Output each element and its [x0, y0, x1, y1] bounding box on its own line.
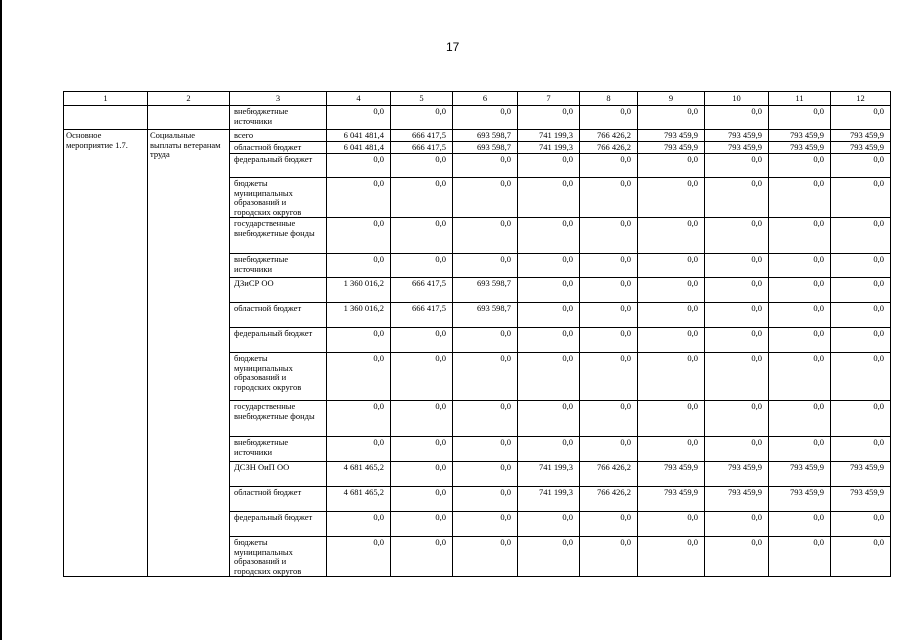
- value-cell: 0,0: [831, 303, 891, 328]
- value-cell: 0,0: [705, 401, 769, 437]
- value-cell: 0,0: [391, 437, 453, 462]
- value-cell: 0,0: [580, 303, 638, 328]
- value-cell: 1 360 016,2: [327, 278, 391, 303]
- value-cell: 0,0: [391, 218, 453, 254]
- empty-cell: [64, 106, 148, 130]
- source-label: областной бюджет: [230, 303, 327, 328]
- value-cell: 0,0: [327, 353, 391, 401]
- value-cell: 793 459,9: [831, 462, 891, 487]
- value-cell: 0,0: [327, 328, 391, 353]
- source-label: бюджеты муниципальных образований и городских округов: [230, 353, 327, 401]
- value-cell: 4 681 465,2: [327, 487, 391, 512]
- value-cell: 0,0: [638, 537, 705, 577]
- empty-cell: [148, 106, 230, 130]
- value-cell: 0,0: [580, 353, 638, 401]
- value-cell: 0,0: [638, 178, 705, 218]
- value-cell: 793 459,9: [831, 130, 891, 142]
- header-cell: 7: [518, 92, 580, 106]
- value-cell: 0,0: [769, 106, 831, 130]
- value-cell: 0,0: [705, 178, 769, 218]
- value-cell: 0,0: [391, 537, 453, 577]
- value-cell: 766 426,2: [580, 462, 638, 487]
- value-cell: 0,0: [831, 537, 891, 577]
- value-cell: 4 681 465,2: [327, 462, 391, 487]
- value-cell: 0,0: [518, 353, 580, 401]
- value-cell: 0,0: [638, 218, 705, 254]
- value-cell: 0,0: [705, 328, 769, 353]
- value-cell: 0,0: [453, 106, 518, 130]
- value-cell: 0,0: [705, 353, 769, 401]
- value-cell: 0,0: [391, 178, 453, 218]
- header-cell: 9: [638, 92, 705, 106]
- source-label: государственные внебюджетные фонды: [230, 401, 327, 437]
- page-number: 17: [446, 40, 460, 54]
- value-cell: 1 360 016,2: [327, 303, 391, 328]
- source-label: ДЗиСР ОО: [230, 278, 327, 303]
- table-row: [64, 106, 891, 130]
- value-cell: 0,0: [831, 353, 891, 401]
- value-cell: 0,0: [638, 353, 705, 401]
- value-cell: 0,0: [327, 537, 391, 577]
- value-cell: 0,0: [327, 178, 391, 218]
- value-cell: 793 459,9: [705, 462, 769, 487]
- value-cell: 0,0: [831, 154, 891, 178]
- value-cell: 693 598,7: [453, 142, 518, 154]
- value-cell: 0,0: [831, 512, 891, 537]
- value-cell: 0,0: [453, 437, 518, 462]
- value-cell: 0,0: [518, 512, 580, 537]
- value-cell: 766 426,2: [580, 487, 638, 512]
- value-cell: 0,0: [518, 154, 580, 178]
- value-cell: 0,0: [580, 328, 638, 353]
- value-cell: 741 199,3: [518, 142, 580, 154]
- header-cell: 6: [453, 92, 518, 106]
- source-label: федеральный бюджет: [230, 328, 327, 353]
- value-cell: 0,0: [769, 353, 831, 401]
- value-cell: 0,0: [518, 437, 580, 462]
- value-cell: 0,0: [705, 537, 769, 577]
- value-cell: 6 041 481,4: [327, 130, 391, 142]
- value-cell: 0,0: [831, 437, 891, 462]
- header-cell: 3: [230, 92, 327, 106]
- value-cell: 0,0: [391, 328, 453, 353]
- value-cell: 0,0: [580, 401, 638, 437]
- value-cell: 693 598,7: [453, 130, 518, 142]
- value-cell: 0,0: [638, 278, 705, 303]
- value-cell: 0,0: [453, 537, 518, 577]
- value-cell: 0,0: [391, 512, 453, 537]
- value-cell: 0,0: [705, 437, 769, 462]
- value-cell: 0,0: [453, 401, 518, 437]
- value-cell: 0,0: [453, 353, 518, 401]
- value-cell: 0,0: [518, 401, 580, 437]
- value-cell: 0,0: [638, 328, 705, 353]
- value-cell: 0,0: [769, 537, 831, 577]
- value-cell: 0,0: [769, 278, 831, 303]
- value-cell: 0,0: [580, 178, 638, 218]
- source-label: государственные внебюджетные фонды: [230, 218, 327, 254]
- value-cell: 766 426,2: [580, 130, 638, 142]
- value-cell: 741 199,3: [518, 130, 580, 142]
- value-cell: 0,0: [705, 254, 769, 278]
- header-cell: 12: [831, 92, 891, 106]
- value-cell: 0,0: [769, 328, 831, 353]
- value-cell: 0,0: [391, 487, 453, 512]
- value-cell: 793 459,9: [638, 487, 705, 512]
- source-label: бюджеты муниципальных образований и городских округов: [230, 178, 327, 218]
- value-cell: 0,0: [453, 254, 518, 278]
- header-cell: 11: [769, 92, 831, 106]
- value-cell: 0,0: [831, 401, 891, 437]
- value-cell: 0,0: [638, 401, 705, 437]
- value-cell: 0,0: [453, 218, 518, 254]
- header-row: [64, 92, 891, 106]
- value-cell: 0,0: [705, 154, 769, 178]
- header-cell: 8: [580, 92, 638, 106]
- value-cell: 0,0: [391, 154, 453, 178]
- source-label: бюджеты муниципальных образований и городских округов: [230, 537, 327, 577]
- table-row: [64, 130, 891, 142]
- value-cell: 0,0: [638, 154, 705, 178]
- header-cell: 10: [705, 92, 769, 106]
- value-cell: 0,0: [638, 512, 705, 537]
- value-cell: 0,0: [453, 462, 518, 487]
- source-label: внебюджетные источники: [230, 254, 327, 278]
- value-cell: 0,0: [518, 218, 580, 254]
- source-label: внебюджетные источники: [230, 437, 327, 462]
- value-cell: 0,0: [831, 278, 891, 303]
- value-cell: 666 417,5: [391, 130, 453, 142]
- value-cell: 0,0: [705, 218, 769, 254]
- value-cell: 793 459,9: [705, 487, 769, 512]
- value-cell: 0,0: [769, 512, 831, 537]
- value-cell: 0,0: [580, 218, 638, 254]
- header-cell: 2: [148, 92, 230, 106]
- value-cell: 0,0: [580, 154, 638, 178]
- value-cell: 0,0: [327, 254, 391, 278]
- value-cell: 0,0: [705, 278, 769, 303]
- value-cell: 0,0: [580, 278, 638, 303]
- source-label: всего: [230, 130, 327, 142]
- header-cell: 1: [64, 92, 148, 106]
- value-cell: 0,0: [453, 512, 518, 537]
- value-cell: 0,0: [327, 401, 391, 437]
- value-cell: 0,0: [327, 218, 391, 254]
- value-cell: 0,0: [638, 437, 705, 462]
- value-cell: 0,0: [327, 154, 391, 178]
- value-cell: 793 459,9: [769, 130, 831, 142]
- value-cell: 793 459,9: [769, 142, 831, 154]
- value-cell: 0,0: [831, 106, 891, 130]
- value-cell: 666 417,5: [391, 303, 453, 328]
- value-cell: 666 417,5: [391, 278, 453, 303]
- source-label: федеральный бюджет: [230, 512, 327, 537]
- value-cell: 741 199,3: [518, 462, 580, 487]
- value-cell: 0,0: [831, 178, 891, 218]
- value-cell: 0,0: [705, 512, 769, 537]
- page-left-border: [0, 0, 2, 640]
- value-cell: 0,0: [518, 178, 580, 218]
- value-cell: 0,0: [518, 328, 580, 353]
- value-cell: 0,0: [327, 512, 391, 537]
- value-cell: 693 598,7: [453, 278, 518, 303]
- value-cell: 0,0: [453, 487, 518, 512]
- value-cell: 793 459,9: [769, 462, 831, 487]
- value-cell: 0,0: [518, 303, 580, 328]
- source-label: внебюджетные источники: [230, 106, 327, 130]
- value-cell: 0,0: [638, 106, 705, 130]
- value-cell: 0,0: [518, 106, 580, 130]
- value-cell: 0,0: [391, 254, 453, 278]
- value-cell: 0,0: [518, 537, 580, 577]
- measure-name: Основное мероприятие 1.7.: [64, 130, 148, 577]
- value-cell: 0,0: [453, 328, 518, 353]
- value-cell: 0,0: [769, 218, 831, 254]
- value-cell: 0,0: [705, 106, 769, 130]
- value-cell: 0,0: [580, 537, 638, 577]
- value-cell: 0,0: [327, 106, 391, 130]
- value-cell: 0,0: [580, 254, 638, 278]
- value-cell: 0,0: [831, 218, 891, 254]
- value-cell: 0,0: [518, 278, 580, 303]
- measure-description: Социальные выплаты ветеранам труда: [148, 130, 230, 577]
- value-cell: 0,0: [769, 154, 831, 178]
- value-cell: 666 417,5: [391, 142, 453, 154]
- value-cell: 793 459,9: [705, 130, 769, 142]
- source-label: ДСЗН ОиП ОО: [230, 462, 327, 487]
- value-cell: 0,0: [769, 178, 831, 218]
- value-cell: 6 041 481,4: [327, 142, 391, 154]
- value-cell: 741 199,3: [518, 487, 580, 512]
- value-cell: 793 459,9: [638, 462, 705, 487]
- value-cell: 0,0: [327, 437, 391, 462]
- value-cell: 0,0: [638, 303, 705, 328]
- source-label: федеральный бюджет: [230, 154, 327, 178]
- value-cell: 0,0: [769, 254, 831, 278]
- value-cell: 0,0: [580, 512, 638, 537]
- value-cell: 793 459,9: [831, 487, 891, 512]
- value-cell: 0,0: [580, 437, 638, 462]
- value-cell: 0,0: [391, 353, 453, 401]
- source-label: областной бюджет: [230, 142, 327, 154]
- source-label: областной бюджет: [230, 487, 327, 512]
- value-cell: 0,0: [391, 106, 453, 130]
- value-cell: 0,0: [831, 254, 891, 278]
- value-cell: 0,0: [453, 154, 518, 178]
- value-cell: 0,0: [769, 437, 831, 462]
- value-cell: 0,0: [769, 401, 831, 437]
- value-cell: 0,0: [391, 401, 453, 437]
- value-cell: 793 459,9: [769, 487, 831, 512]
- value-cell: 0,0: [705, 303, 769, 328]
- value-cell: 793 459,9: [638, 142, 705, 154]
- value-cell: 793 459,9: [831, 142, 891, 154]
- value-cell: 0,0: [518, 254, 580, 278]
- header-cell: 4: [327, 92, 391, 106]
- value-cell: 793 459,9: [638, 130, 705, 142]
- value-cell: 0,0: [831, 328, 891, 353]
- value-cell: 0,0: [769, 303, 831, 328]
- value-cell: 793 459,9: [705, 142, 769, 154]
- header-cell: 5: [391, 92, 453, 106]
- value-cell: 0,0: [453, 178, 518, 218]
- value-cell: 0,0: [638, 254, 705, 278]
- value-cell: 0,0: [580, 106, 638, 130]
- budget-table: [63, 91, 891, 577]
- value-cell: 693 598,7: [453, 303, 518, 328]
- value-cell: 766 426,2: [580, 142, 638, 154]
- value-cell: 0,0: [391, 462, 453, 487]
